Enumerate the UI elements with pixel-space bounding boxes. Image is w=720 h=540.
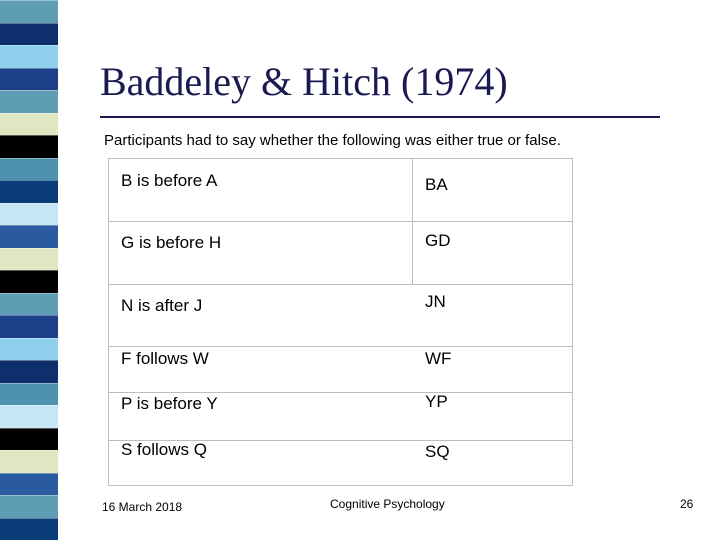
table-row — [109, 221, 572, 285]
table-row — [109, 392, 572, 441]
table-row — [109, 159, 572, 222]
letter-pair-cell: BA — [425, 175, 448, 194]
statement-cell: P is before Y — [121, 394, 218, 413]
title-underline — [100, 116, 660, 118]
table-row — [109, 346, 572, 393]
decorative-color-strip — [0, 0, 58, 540]
statement-cell: F follows W — [121, 349, 209, 368]
letter-pair-cell: JN — [425, 292, 446, 311]
statements-table — [108, 158, 573, 486]
table-row — [109, 284, 572, 347]
table-row — [109, 440, 572, 486]
statement-cell: N is after J — [121, 296, 203, 315]
statement-cell: B is before A — [121, 171, 218, 190]
footer-course: Cognitive Psychology — [330, 497, 445, 511]
footer-page-number: 26 — [680, 497, 694, 511]
letter-pair-cell: SQ — [425, 442, 450, 461]
statement-cell: S follows Q — [121, 440, 207, 459]
slide-prompt: Participants had to say whether the following was either true or false. — [104, 132, 561, 149]
letter-pair-cell: GD — [425, 231, 451, 250]
slide-title: Baddeley & Hitch (1974) — [100, 59, 508, 104]
letter-pair-cell: YP — [425, 392, 448, 411]
statement-cell: G is before H — [121, 233, 222, 252]
footer-date: 16 March 2018 — [102, 500, 183, 514]
letter-pair-cell: WF — [425, 349, 452, 368]
